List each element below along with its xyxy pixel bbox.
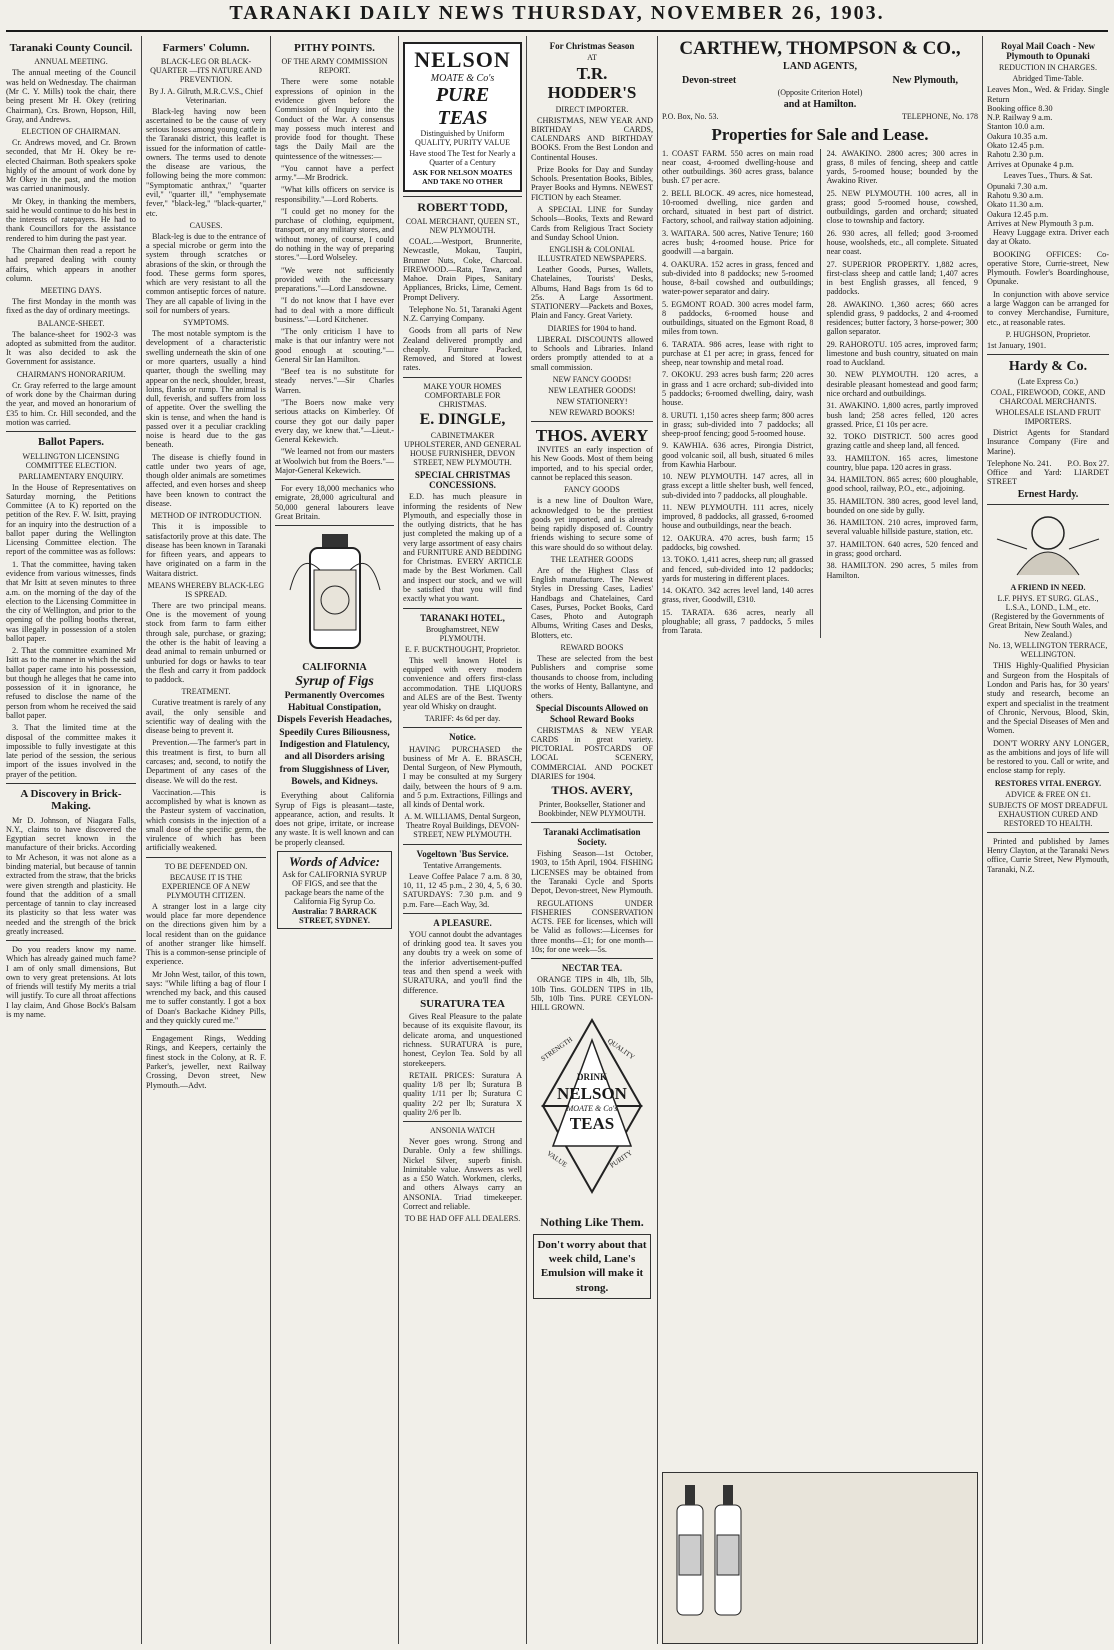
subhead: Printer, Bookseller, Stationer and Bookbinder, NEW PLYMOUTH. bbox=[538, 799, 646, 818]
words-address: Australia: 7 BARRACK STREET, SYDNEY. bbox=[291, 906, 378, 925]
logo-text: STRENGTH bbox=[539, 1035, 575, 1064]
friend-in-need-illustration bbox=[987, 509, 1109, 579]
bottle-illustration bbox=[280, 530, 390, 660]
paragraph: THIS Highly-Qualified Physician and Surgeon from the Hospitals of London and Paris has, for 30 years' study and research, become an expert and specialist in the treatment of Chronic, Nervous, Blood, Skin, and the Special Diseases of Men and Women. bbox=[987, 661, 1109, 736]
paragraph: Vaccination.—This is accomplished by what is known as the Pasteur system of vaccination, which consists in the injection of a small dose of the specific germ, the virulence of which has been artificially weakened. bbox=[146, 787, 266, 853]
paragraph: 2. That the committee examined Mr Isitt as to the manner in which the said ballot paper came into his possession, but though he alleges that he came into possession of it in ignorance, he refused to disclose the name of the person from whom he received the said ballot paper. bbox=[6, 646, 136, 720]
logo-text: Syrup of Figs bbox=[295, 673, 374, 689]
syrup-of-figs-advert bbox=[275, 530, 394, 689]
paragraph: Black-leg is due to the entrance of a special microbe or germ into the system through scratches or abrasions of the skin, or through the food. These germs form spores, which are very resistant to all the common antiseptic forces of nature. They are all capable of living in the soil for numbers of years. bbox=[146, 231, 266, 315]
advert-title: Special Discounts Allowed on School Reward Books bbox=[535, 703, 649, 724]
advert-title: THOS. AVERY, bbox=[551, 783, 633, 798]
subhead: Abridged Time-Table. bbox=[1012, 74, 1084, 84]
paragraph: Heavy Luggage extra. Driver each day at Okato. bbox=[987, 228, 1109, 247]
timetable-row: Rahotu 9.30 a.m. bbox=[987, 191, 1044, 201]
subhead: THE LEATHER GOODS bbox=[550, 554, 634, 564]
address-line bbox=[662, 75, 978, 86]
listing-column bbox=[827, 149, 979, 639]
contact-line bbox=[987, 459, 1109, 468]
rule bbox=[531, 958, 653, 959]
rule bbox=[403, 844, 522, 845]
paragraph: INVITES an early inspection of his New Goods. Most of them being imported, and to his special order, cannot be replaced this season. bbox=[531, 445, 653, 482]
quote: "The only criticism I have to make is that our infantry were not good enough at scouting."—General Sir Ian Hamilton. bbox=[275, 327, 394, 364]
listing-item: 2. BELL BLOCK. 49 acres, nice homestead, 10-roomed dwelling, nice garden and orchard, situated in best part of district. Factory, school, and railway station adjoining. bbox=[662, 188, 814, 226]
listing-item: 28. AWAKINO. 1,360 acres; 660 acres splendid grass, 9 paddocks, 2 and 4-roomed residences; butter factory, 3 horse-power; 300 gallon separator. bbox=[826, 299, 978, 337]
subhead: NEW STATIONERY! bbox=[556, 396, 628, 406]
listing-item: 38. HAMILTON. 290 acres, 5 miles from Hamilton. bbox=[826, 561, 978, 580]
listing-item: 10. NEW PLYMOUTH. 147 acres, all in grass except a little shelter bush, well fenced, sub-divided into 7 paddocks, all ploughable. bbox=[662, 472, 814, 500]
column-divider bbox=[398, 36, 399, 1644]
paragraph: There were some notable expressions of opinion in the evidence given before the Commission of Inquiry into the Conduct of the War. A consensus may possess much interest and provide food for thought. These tags the Daily Mail are the quintessence of the witnesses:— bbox=[275, 77, 394, 161]
bottles-illustration bbox=[665, 1475, 755, 1625]
timetable-row: Oakura 12.45 p.m. bbox=[987, 209, 1049, 219]
quote: "We were not sufficiently provided with the necessary preparations."—Lord Lansdowne. bbox=[275, 265, 394, 294]
paragraph: BOOKING OFFICES: Co-operative Store, Currie-street, New Plymouth. Fowler's Boardinghouse, Opunake. bbox=[987, 249, 1109, 287]
paragraph: is a new line of Doulton Ware, acknowledged to be the prettiest goods yet imported, and is already being rapidly disposed of. Country friends wishing to secure some of this ware should do so without delay. bbox=[531, 496, 653, 552]
timetable-row: Booking office 8.30 bbox=[987, 103, 1053, 113]
logo-text: CALIFORNIA bbox=[302, 662, 367, 674]
subhead: TO BE DEFENDED ON. bbox=[164, 861, 248, 871]
quote: "You cannot have a perfect army."—Mr Brodrick. bbox=[275, 163, 394, 183]
rule bbox=[403, 727, 522, 728]
subhead: MAKE YOUR HOMES COMFORTABLE FOR CHRISTMAS. bbox=[423, 381, 502, 409]
rule bbox=[403, 377, 522, 378]
subhead: NEW LEATHER GOODS! bbox=[548, 385, 636, 395]
nelson-star-advert bbox=[531, 1016, 653, 1216]
paragraph: CHRISTMAS & NEW YEAR CARDS in great variety. PICTORIAL POSTCARDS OF LOCAL SCENERY, COMMERCIAL AND POCKET DIARIES for 1904. bbox=[531, 725, 653, 781]
advert-slogan: Nothing Like Them. bbox=[540, 1215, 644, 1230]
subhead: Leaves Tues., Thurs. & Sat. bbox=[1003, 170, 1093, 180]
advert-body: Everything about California Syrup of Figs is pleasant—taste, appearance, action, and results. It does not gripe, irritate, or increase any waste. It is well known and can be properly cleansed. bbox=[275, 791, 394, 847]
rule bbox=[146, 1029, 266, 1030]
subhead: (Late Express Co.) bbox=[1017, 376, 1079, 386]
tagline: ASK FOR NELSON MOATES AND TAKE NO OTHER bbox=[412, 168, 513, 186]
listing-item: 14. OKATO. 342 acres level land, 140 acres grass, river, Goodwill, £310. bbox=[662, 586, 814, 605]
signature: Ernest Hardy. bbox=[1017, 488, 1079, 500]
subhead: A FRIEND IN NEED. bbox=[1010, 583, 1086, 593]
column-7 bbox=[987, 38, 1109, 1644]
paragraph: Black-leg having now been ascertained to be the cause of very serious losses among young cattle in the Taranaki district, this leaflet is issued for the information of cattle-owners. The terms used to denote the disease are various, the following being the more common: "Symptomatic anthrax," "quarter evil," "quarter ill," "emphysemate fever," "black-leg," "black-quarter," etc. bbox=[146, 106, 266, 218]
paragraph: This it is impossible to satisfactorily prove at this date. The disease has been known in Taranaki for fifteen years, and appears to have originated on a farm in the Waitara district. bbox=[146, 522, 266, 578]
paragraph: Mr Okey, in thanking the members, said he would continue to do his best in the interests of ratepayers. He had to thank Councillors for the assistance rendered to him during the past year. bbox=[6, 196, 136, 243]
article-title: PITHY POINTS. bbox=[294, 42, 375, 54]
rule bbox=[6, 783, 136, 784]
words-of-advice-box bbox=[277, 851, 392, 929]
office-line: Office and Yard: LIARDET STREET bbox=[987, 468, 1109, 487]
paragraph: There are two principal means. One is the movement of young stock from farm to farm either through sale, purchase, or grazing; the other is the habit of leaving a dead animal to remain unburned or unburied for dogs or hawks to tear the flesh and carry it from paddock to paddock. bbox=[146, 600, 266, 685]
subhead: ELECTION OF CHAIRMAN. bbox=[21, 127, 121, 137]
subhead: REDUCTION IN CHARGES. bbox=[999, 63, 1097, 73]
subhead: TREATMENT. bbox=[181, 687, 231, 697]
listing-item: 11. NEW PLYMOUTH. 111 acres, nicely improved, 8 paddocks, all grassed, 6-roomed house and outbuildings, near the beach. bbox=[662, 502, 814, 531]
subhead: ENGLISH & COLONIAL ILLUSTRATED NEWSPAPERS. bbox=[537, 245, 647, 264]
listing-item: 30. NEW PLYMOUTH. 120 acres, a desirable pleasant homestead and good farm; nice orchard and outbuildings. bbox=[826, 370, 978, 398]
timetable-row: Stanton 10.0 a.m. bbox=[987, 122, 1045, 132]
advert-title: Taranaki Acclimatisation Society. bbox=[543, 826, 641, 848]
telephone: TELEPHONE, No. 178 bbox=[902, 112, 978, 122]
paragraph: The Chairman then read a report he had prepared dealing with county affairs, which appears in another column. bbox=[6, 246, 136, 283]
listing-item: 13. TOKO. 1,411 acres, sheep run; all grassed and fenced, sub-divided into 12 paddocks; yards for mustering in different places. bbox=[662, 555, 814, 583]
listing-item: 36. HAMILTON. 210 acres, improved farm, several valuable hillside pasture, station, etc. bbox=[826, 518, 978, 537]
contact-line bbox=[662, 112, 978, 121]
poem: Do you readers know my name. Which has already gained much fame? I am of only small dimensions, But own to very great pretensions. At lots of friends will testify My merits a trial will justify. To cure all throat affections I lay claim, And Ghose Bock's Balsam is my name. bbox=[6, 945, 136, 1019]
paragraph: 1. That the committee, having taken evidence from various witnesses, finds that Mr Isitt at seven minutes to three a.m. on the morning of the day of the election to the Licensing Committee in the city of Wellington, and prior to the opening of the polling booths thereat, was illegally in possession of a stolen ballot paper. bbox=[6, 559, 136, 643]
subhead: CHAIRMAN'S HONORARIUM. bbox=[16, 369, 126, 379]
advert-title: T.R. HODDER'S bbox=[547, 64, 637, 103]
tagline: Have stood The Test for Nearly a Quarter of a Century bbox=[409, 149, 516, 168]
subhead: and at Hamilton. bbox=[783, 99, 857, 111]
subhead: BALANCE-SHEET. bbox=[37, 318, 105, 328]
timetable-row: Oakura 10.35 a.m. bbox=[987, 131, 1048, 141]
article-title: Farmers' Column. bbox=[162, 42, 250, 54]
listing-item: 37. HAMILTON. 640 acres, 520 fenced and in grass; good orchard. bbox=[826, 539, 978, 558]
article-title: A Discovery in Brick-Making. bbox=[20, 787, 122, 813]
subhead: SUBJECTS OF MOST DREADFUL EXHAUSTION CURED AND RESTORED TO HEALTH. bbox=[988, 800, 1108, 828]
paragraph: REGULATIONS UNDER FISHERIES CONSERVATION ACTS. FEE for licenses, which will be Valid as follows:—Licenses for three months—£1; for one month—10s; for one week—5s. bbox=[531, 898, 653, 954]
subhead: (Opposite Criterion Hotel) bbox=[777, 88, 863, 98]
rule bbox=[403, 608, 522, 609]
subhead: METHOD OF INTRODUCTION. bbox=[150, 511, 262, 521]
rule bbox=[531, 822, 653, 823]
paragraph: These are selected from the best Publishers and comprise some thousands to choose from, including the works of Henty, Ballantyne, and others. bbox=[531, 654, 653, 701]
rule bbox=[531, 421, 653, 422]
subhead: MEETING DAYS. bbox=[40, 286, 102, 296]
quote: "We learned not from our masters at Woolwich but from the Boers."—Major-General Kekewich. bbox=[275, 447, 394, 475]
paragraph: Cr. Gray referred to the large amount of work done by the Chairman during the year, and moved an honorarium of £35 to him. Cr. Hill seconded, and the motion was carried. bbox=[6, 380, 136, 427]
rule bbox=[987, 354, 1109, 355]
listing-item: 29. RAHOROTU. 105 acres, improved farm; limestone and bush country, situated on main road to Auckland. bbox=[826, 339, 978, 368]
listing-item: 34. HAMILTON. 865 acres; 600 ploughable, good school, railway, P.O., etc., adjoining. bbox=[826, 475, 978, 494]
subhead: NEW REWARD BOOKS! bbox=[549, 407, 635, 417]
rule bbox=[403, 1121, 522, 1122]
subhead: MEANS WHEREBY BLACK-LEG IS SPREAD. bbox=[147, 580, 265, 599]
rule bbox=[275, 525, 394, 526]
nelson-tea-advert bbox=[403, 42, 522, 192]
subhead: BECAUSE IT IS THE EXPERIENCE OF A NEW PLYMOUTH CITIZEN. bbox=[161, 872, 251, 900]
words-title: Words of Advice: bbox=[289, 853, 380, 869]
advert-title: THOS. AVERY bbox=[535, 425, 649, 445]
subhead: TO BE HAD OFF ALL DEALERS. bbox=[404, 1214, 521, 1224]
rule bbox=[403, 913, 522, 914]
timetable-row: Leaves Mon., Wed. & Friday. Single Return bbox=[987, 85, 1109, 104]
subhead: No. 13, WELLINGTON TERRACE, WELLINGTON. bbox=[988, 641, 1108, 660]
rule bbox=[6, 940, 136, 941]
masthead-rule bbox=[6, 30, 1108, 32]
quote: "I could get no money for the purchase of clothing, equipment, transport, or any military stores, and without money, of course, I could do nothing in the way of preparing stores."—Lord Wolseley. bbox=[275, 206, 394, 263]
subhead: COAL MERCHANT, QUEEN ST., NEW PLYMOUTH. bbox=[405, 216, 520, 235]
paragraph: Fishing Season—1st October, 1903, to 15th April, 1904. FISHING LICENSES may be obtained from the Taranaki Cycle and Sports Depot, Devon-street, New Plymouth. bbox=[531, 849, 653, 896]
po-box: P.O. Box, No. 53. bbox=[662, 112, 719, 122]
logo-text: DRINK bbox=[576, 1072, 607, 1083]
rule bbox=[987, 832, 1109, 833]
advert-headline: Permanently Overcomes Habitual Constipation, Dispels Feverish Headaches, Speedily Cures Biliousness, Indigestion and Flatulency, and all Disorders arising from Sluggishness of Liver, Bowels, and Kidneys. bbox=[277, 690, 392, 787]
advert-title: E. DINGLE, bbox=[419, 410, 506, 428]
listing-item: 6. TARATA. 986 acres, lease with right to purchase at £1 per acre; in grass, fenced for sheep, near township and metal road. bbox=[662, 339, 814, 368]
listing-item: 1. COAST FARM. 550 acres on main road near coast, 4-roomed dwelling-house and other outbuildings. 360 acres grass, balance bush. £7 per acre. bbox=[662, 148, 814, 186]
quote: "Beef tea is no substitute for steady nerves."—Sir Charles Warren. bbox=[275, 367, 394, 395]
subhead: Broughamstreet, NEW PLYMOUTH. bbox=[425, 624, 500, 643]
listing-item: 33. HAMILTON. 165 acres, limestone country, blue papa. 120 acres in grass. bbox=[826, 453, 978, 472]
lanes-emulsion-advert: Don't worry about that week child, Lane's Emulsion will make it strong. bbox=[533, 1234, 651, 1299]
listing-item: 32. TOKO DISTRICT. 500 acres good grazing cattle and sheep land, all fenced. bbox=[826, 432, 978, 451]
advert-title: Royal Mail Coach - New Plymouth to Opunaki bbox=[1001, 41, 1095, 62]
street: Devon-street bbox=[682, 74, 737, 86]
article-title: Taranaki County Council. bbox=[9, 42, 133, 54]
subhead: E. F. BUCKTHOUGHT, Proprietor. bbox=[405, 644, 520, 654]
subhead: CAUSES. bbox=[189, 220, 223, 230]
timetable-row: N.P. Railway 9 a.m. bbox=[987, 113, 1053, 123]
listing-column bbox=[662, 149, 814, 639]
listing-item: 31. AWAKINO. 1,800 acres, partly improved bush land; 258 acres felled, 120 acres grassed. Price, £1 10s per acre. bbox=[826, 401, 978, 429]
listing-item: 7. OKOKU. 293 acres bush farm; 220 acres in grass and 1 acre orchard; sub-divided into 5 paddocks; 6-roomed dwelling, dairy, wash house. bbox=[662, 370, 814, 408]
advert-title: Vogeltown 'Bus Service. bbox=[416, 848, 509, 859]
column-divider bbox=[657, 36, 658, 1644]
listing-item: 3. WAITARA. 500 acres, Native Tenure; 160 acres bush; 4-roomed house. Price for goodwill —a bargain. bbox=[662, 228, 814, 257]
paragraph: Telephone No. 51, Taranaki Agent N.Z. Carrying Company. bbox=[403, 304, 522, 324]
advert-title: SURATURA TEA bbox=[420, 997, 505, 1010]
paragraph: The balance-sheet for 1902-3 was adopted as submitted from the auditor. It was also decided to ask the Government for assistance. bbox=[6, 329, 136, 367]
paragraph: Gives Real Pleasure to the palate because of its exquisite flavour, its delicate aroma, and unquestioned richness. SURATURA is pure, honest, Ceylon Tea. Sold by all storekeepers. bbox=[403, 1012, 522, 1068]
quote: "I do not know that I have ever had to deal with a more difficult business."—Lord Kitchener. bbox=[275, 296, 394, 324]
subhead: CABINETMAKER UPHOLSTERER, AND GENERAL HOUSE FURNISHER, DEVON STREET, NEW PLYMOUTH. bbox=[404, 430, 521, 467]
advert-title: For Christmas Season bbox=[549, 41, 635, 51]
firm-name: CARTHEW, THOMPSON & CO., bbox=[679, 38, 961, 59]
listing-item: 25. NEW PLYMOUTH. 100 acres, all in grass; good 5-roomed house, cowshed, outbuildings, garden and orchard; situated close to township and factory. bbox=[826, 188, 978, 226]
paragraph: HAVING PURCHASED the business of Mr A. E. BRASCH, Dental Surgeon, of New Plymouth, I may be consulted at my Surgery daily, between the hours of 9 a.m. and 5 p.m. Extractions, Fillings and all kinds of Dental work. bbox=[403, 744, 522, 810]
advert-title: Hardy & Co. bbox=[1008, 359, 1088, 375]
subhead: WHOLESALE ISLAND FRUIT IMPORTERS. bbox=[995, 407, 1101, 427]
subhead: TARIFF: 4s 6d per day. bbox=[424, 714, 501, 724]
words-body: Ask for CALIFORNIA SYRUP OF FIGS, and see that the package bears the name of the California Fig Syrup Co. bbox=[282, 869, 387, 907]
column-5 bbox=[531, 38, 653, 1644]
paragraph: Leather Goods, Purses, Wallets, Chatelaines, Tourists' Desks, Albums, Hand Bags from 1s 6d to 25s. A Large Assortment. STATIONERY—Packets and Boxes, Plain and Fancy. Great Variety. bbox=[531, 265, 653, 321]
paragraph: The annual meeting of the Council was held on Wednesday. The chairman (Mr C. Y. Mills) took the chair, there being present Mr H. Okey (retiring Chairman), Crs. Brown, Hopson, Hill, Gray, and Andrews. bbox=[6, 68, 136, 124]
paragraph: In the House of Representatives on Saturday morning, the Petitions Committee (A to K) reported on the petition of the Rev. F. W. Isitt, praying for an inquiry into the destruction of a ballot paper during the Wellington Licensing Committee election. The report of the committee was as follows: bbox=[6, 482, 136, 557]
subhead: SYMPTOMS. bbox=[183, 318, 229, 328]
paragraph: Goods from all parts of New Zealand delivered promptly and cheaply. Furniture Packed, Removed, and Stored at lowest rates. bbox=[403, 326, 522, 373]
advert-title: Notice. bbox=[449, 732, 476, 743]
signature: A. M. WILLIAMS, Dental Surgeon, Theatre Royal Buildings, DEVON-STREET, NEW PLYMOUTH. bbox=[404, 812, 521, 840]
listing-item: 27. SUPERIOR PROPERTY. 1,882 acres, first-class sheep and cattle land; 1,407 acres in best English grasses, all fenced, 9 paddocks. bbox=[826, 259, 978, 297]
subhead: REWARD BOOKS bbox=[560, 643, 624, 652]
timetable-row: Arrives at New Plymouth 3 p.m. bbox=[987, 218, 1094, 228]
timetable-row: Okato 11.30 a.m. bbox=[987, 200, 1044, 210]
listing-item: 24. AWAKINO. 2800 acres; 300 acres in grass, 8 miles of fencing, sheep and cattle yards, 5-roomed house; bounded by the Awakino River. bbox=[826, 148, 978, 186]
subhead: ADVICE & FREE ON £1. bbox=[1005, 789, 1091, 799]
logo-text: TEAS bbox=[569, 1114, 615, 1134]
subhead: OF THE ARMY COMMISSION REPORT. bbox=[281, 57, 388, 76]
quote: "The Boers now make very serious attacks on Kimberley. Of course they got our daily paper every day, we knew that."—Lieut.-General Kekewich. bbox=[275, 397, 394, 445]
paragraph: CHRISTMAS, NEW YEAR AND BIRTHDAY CARDS, CALENDARS AND BIRTHDAY BOOKS. From the Best London and Continental Houses. bbox=[531, 115, 653, 162]
subhead: ANSONIA WATCH bbox=[430, 1126, 495, 1136]
advert-title: ROBERT TODD, bbox=[417, 200, 508, 215]
column-divider bbox=[526, 36, 527, 1644]
column-divider bbox=[270, 36, 271, 1644]
paragraph: ORANGE TIPS in 4lb, 1lb, 5lb, 10lb Tins. GOLDEN TIPS in 1lb, 5lb, 10lb Tins. PURE CEYLON-HILL GROWN. bbox=[531, 975, 653, 1013]
column-divider bbox=[141, 36, 142, 1644]
masthead: TARANAKI DAILY NEWS THURSDAY, NOVEMBER 26, 1903. bbox=[229, 2, 885, 24]
subhead: DIARIES for 1904 to hand. bbox=[547, 323, 637, 333]
paragraph: Leave Coffee Palace 7 a.m. 8 30, 10, 11, 12 45 p.m., 2 30, 4, 5, 6 30. SATURDAYS: 7.30 p.m. and 9 p.m. Fare—Each Way, 3d. bbox=[403, 871, 522, 909]
subhead: PARLIAMENTARY ENQUIRY. bbox=[18, 471, 124, 481]
paragraph: E.D. has much pleasure in informing the residents of New Plymouth, and especially those in the outlying districts, that he has just completed the making up of a very large assortment of easy chairs and FURNITURE AND BEDDING for Christmas. EVERY ARTICLE made by the Best Workmen. Call and inspect our stock, and we will be satisfied that you will find exactly what you want. bbox=[403, 492, 522, 604]
logo-text: NELSON bbox=[414, 47, 511, 72]
paragraph: The disease is chiefly found in cattle under two years of age, though older animals are sometimes affected, and even horses and sheep have been known to contract the disease. bbox=[146, 452, 266, 508]
logo-text: NELSON bbox=[557, 1084, 627, 1104]
subhead: RESTORES VITAL ENERGY. bbox=[994, 778, 1102, 788]
paragraph: Are of the Highest Class of English manufacture. The Newest Styles in Dressing Cases, Ladies' Handbags and Chatelaines, Card Cases, Purses, Pocket Books, Card Cases, Photo and Autograph Albums, Writing Cases and Desks, Blotters, etc. bbox=[531, 565, 653, 640]
subhead: LAND AGENTS, bbox=[783, 61, 857, 73]
column-4 bbox=[403, 38, 522, 1644]
subhead: DIRECT IMPORTER. bbox=[555, 104, 629, 114]
date: 1st January, 1901. bbox=[987, 340, 1047, 350]
paragraph: District Agents for Standard Insurance Company (Fire and Marine). bbox=[987, 428, 1109, 456]
column-divider bbox=[820, 149, 821, 639]
paragraph: RETAIL PRICES: Suratura A quality 1/8 per lb; Suratura B quality 1/11 per lb; Suratura C quality 2/2 per lb; Suratura X quality 2/6 per lb. bbox=[403, 1070, 522, 1117]
telephone: Telephone No. 241. bbox=[987, 458, 1052, 468]
paragraph: Never goes wrong. Strong and Durable. Only a few shillings. Nickel Silver, superb finish. Inimitable value. Answers as well as a £50 Watch. Workmen, clerks, and others Always carry an ANSONIA. Triad timekeeper. Correct and reliable. bbox=[403, 1137, 522, 1212]
column-1 bbox=[6, 38, 136, 1644]
paragraph: COAL.—Westport, Brunnerite, Newcastle, Mokau, Taupiri, Brunner Nuts, Coke, Charcoal. FIREWOOD.—Rata, Tawa, and Mahoe. Drain Pipes, Sanitary Appliances, Bricks, Lime, Cement. Prompt Delivery. bbox=[403, 237, 522, 302]
timetable-row: Arrives at Opunake 4 p.m. bbox=[987, 159, 1074, 169]
paragraph: DON'T WORRY ANY LONGER, as the ambitions and joys of life will be restored to you. Call or write, and enclose stamp for reply. bbox=[987, 738, 1109, 776]
imprint: Printed and published by James Henry Clayton, at the Taranaki News office, Currie Street, New Plymouth, Taranaki, N.Z. bbox=[987, 836, 1109, 874]
subhead: WELLINGTON LICENSING COMMITTEE ELECTION. bbox=[22, 451, 120, 470]
paragraph: Mr John West, tailor, of this town, says: "While lifting a bag of flour I wrenched my back, and this caused me to suffer constantly. I got a box of Doan's Backache Kidney Pills, and they quickly cured me." bbox=[146, 969, 266, 1025]
logo-text: MOATE & Co's bbox=[566, 1104, 618, 1114]
article-title: Ballot Papers. bbox=[38, 436, 104, 449]
listing-item: 12. OAKURA. 470 acres, bush farm; 15 paddocks, big cowshed. bbox=[662, 533, 814, 552]
signature: P. HUGHSON, Proprietor. bbox=[1005, 329, 1091, 339]
subhead: L.F. PHYS. ET SURG. GLAS., L.S.A., LOND., L.M., etc. (Registered by the Governments of Great Britain, New South Wales, and New Zealand.) bbox=[988, 594, 1108, 640]
rule bbox=[275, 479, 394, 480]
paragraph: This well known Hotel is equipped with every modern convenience and offers first-class accommodation. THE LIQUORS and ALES are of the Best. Twenty year old Whisky on draught. bbox=[403, 655, 522, 712]
logo-text: MOATE & Co's bbox=[430, 72, 495, 84]
listing-item: 8. URUTI. 1,150 acres sheep farm; 800 acres in grass; sub-divided into 7 paddocks; all sheep-proof fencing; good 5-roomed house. bbox=[662, 410, 814, 439]
subhead: FANCY GOODS bbox=[564, 485, 620, 495]
paragraph: YOU cannot doubt the advantages of drinking good tea. It saves you any doubts try a week on some of the inferior advertisement-puffed teas and then spend a week with SURATURA, and you'll find the difference. bbox=[403, 929, 522, 995]
advert-title: NECTAR TEA. bbox=[561, 963, 623, 974]
listing-item: 35. HAMILTON. 380 acres, good level land, bounded on one side by gully. bbox=[826, 496, 978, 515]
paragraph: A SPECIAL LINE for Sunday Schools—Books, Texts and Reward Cards from Religious Tract Society and Sunday School Union. bbox=[531, 205, 653, 242]
listing-item: 9. KAWHIA. 636 acres, Pirongia District, good volcanic soil, all bush, situated 6 miles from Kawhia Harbour. bbox=[662, 441, 814, 469]
subhead: AT bbox=[587, 53, 597, 63]
paragraph: In conjunction with above service a large Waggon can be arranged for to convey Merchandise, Furniture, etc., at reasonable rates. bbox=[987, 289, 1109, 327]
subhead: BLACK-LEG OR BLACK-QUARTER —ITS NATURE AND PREVENTION. bbox=[150, 57, 262, 85]
paragraph: LIBERAL DISCOUNTS allowed to Schools and Libraries. Inland orders promptly attended to at a small commission. bbox=[531, 334, 653, 372]
column-divider bbox=[982, 36, 983, 1644]
column-3 bbox=[275, 38, 394, 1644]
rule bbox=[146, 857, 266, 858]
montserrat-advert bbox=[662, 1472, 978, 1644]
logo-text: PURITY bbox=[608, 1148, 634, 1171]
tagline: Distinguished by Uniform QUALITY, PURITY VALUE bbox=[414, 129, 511, 148]
byline: By J. A. Gilruth, M.R.C.V.S., Chief Veterinarian. bbox=[149, 86, 263, 105]
timetable-row: Opunaki 7.30 a.m. bbox=[987, 181, 1048, 191]
advert-title: SPECIAL CHRISTMAS CONCESSIONS. bbox=[414, 470, 511, 491]
paragraph: Prevention.—The farmer's part in this treatment is first, to burn all carcases; and, second, to notify the Department of any cases of the disease. We will do the rest. bbox=[146, 738, 266, 785]
advert-title: A PLEASURE. bbox=[433, 917, 492, 928]
subhead: COAL, FIREWOOD, COKE, AND CHARCOAL MERCHANTS. bbox=[990, 387, 1106, 406]
city: New Plymouth, bbox=[892, 74, 958, 86]
section-title: Properties for Sale and Lease. bbox=[711, 125, 929, 145]
advert-title: TARANAKI HOTEL, bbox=[420, 612, 505, 623]
paragraph: The most notable symptom is the development of a characteristic swelling underneath the skin of one or more quarters, usually a hind quarter, though the swelling may appear on the neck, shoulder, breast, loins, flanks or rump. The animal is dull, feverish, and suffers from loss of appetite. Over the swelling the skin is tense, and when the hand is passed over it a peculiar crackling noise is heard due to the gas beneath. bbox=[146, 329, 266, 450]
subhead: ANNUAL MEETING. bbox=[34, 57, 108, 67]
paragraph: Cr. Andrews moved, and Cr. Brown seconded, that Mr H. Okey be re-elected Chairman. Both speakers spoke highly of the amount of work done by Mr Okey in the past, and the motion was carried unanimously. bbox=[6, 138, 136, 194]
rule bbox=[403, 196, 522, 197]
listing-item: 4. OAKURA. 152 acres in grass, fenced and sub-divided into 8 paddocks; new 5-roomed house, 8-bail cowshed and outbuildings; water-power separator and dairy. bbox=[662, 259, 814, 297]
timetable-row: Okato 12.45 p.m. bbox=[987, 140, 1045, 150]
column-6 bbox=[662, 38, 978, 1644]
paragraph: The first Monday in the month was fixed as the day of ordinary meetings. bbox=[6, 297, 136, 316]
timetable-row: Rahotu 2.30 p.m. bbox=[987, 150, 1044, 160]
logo-text: PURE TEAS bbox=[435, 84, 490, 129]
listing-item: 26. 930 acres, all felled; good 3-roomed house, woolsheds, etc., all complete. Situated near coast. bbox=[826, 228, 978, 257]
paragraph: Curative treatment is rarely of any avail, the only sensible and scientific way of dealing with the disease being to prevent it. bbox=[146, 698, 266, 736]
paragraph: A stranger lost in a large city would place far more dependence on the directions given him by a local resident than on the guidance of another stranger like himself. This is a common-sense principle of experience. bbox=[146, 901, 266, 967]
paragraph: 3. That the limited time at the disposal of the committee makes it impossible to fully investigate at this late period of the session, the serious import of the issues involved in the prayer of the petition. bbox=[6, 723, 136, 779]
quote: "What kills officers on service is responsibility."—Lord Roberts. bbox=[275, 185, 394, 204]
po-box: P.O. Box 27. bbox=[1067, 458, 1109, 468]
paragraph: Prize Books for Day and Sunday Schools. Presentation Books, Bibles, Prayer Books and Hymns. NEWEST FICTION by each Steamer. bbox=[531, 164, 653, 202]
listings bbox=[662, 149, 978, 639]
rule bbox=[987, 504, 1109, 505]
paragraph: Mr D. Johnson, of Niagara Falls, N.Y., claims to have discovered the Egyptian secret known in the manufacture of their bricks. According to Mr Acheson, it was not alone as a binding material, but because of tannin extracted from the straw, that the bricks were given strength and plasticity. He found that the addition of a small percentage of tannin to clay increased its plasticity so that less water was needed and the strength of the brick greatly increased. bbox=[6, 815, 136, 936]
rule bbox=[6, 431, 136, 432]
listing-item: 15. TARATA. 636 acres, nearly all ploughable; all grass, 7 paddocks, 5 miles from Tarata. bbox=[662, 607, 814, 636]
advert-text: Engagement Rings, Wedding Rings, and Keepers, certainly the finest stock in the Colony, at R. F. Parker's, jeweller, next Railway Crossing, Devon street, New Plymouth.—Advt. bbox=[146, 1034, 266, 1090]
subhead: NEW FANCY GOODS! bbox=[552, 374, 632, 384]
logo-text: VALUE bbox=[545, 1149, 569, 1170]
paragraph: For every 18,000 mechanics who emigrate, 28,000 agricultural and 50,000 general labourers leave Great Britain. bbox=[275, 484, 394, 521]
subhead: Tentative Arrangements. bbox=[423, 860, 502, 870]
logo-text: QUALITY bbox=[606, 1037, 637, 1062]
listing-item: 5. EGMONT ROAD. 300 acres model farm, 8 paddocks, 6-roomed house and outbuildings, situated on the Egmont Road, 8 miles from town. bbox=[662, 299, 814, 337]
column-2 bbox=[146, 38, 266, 1644]
